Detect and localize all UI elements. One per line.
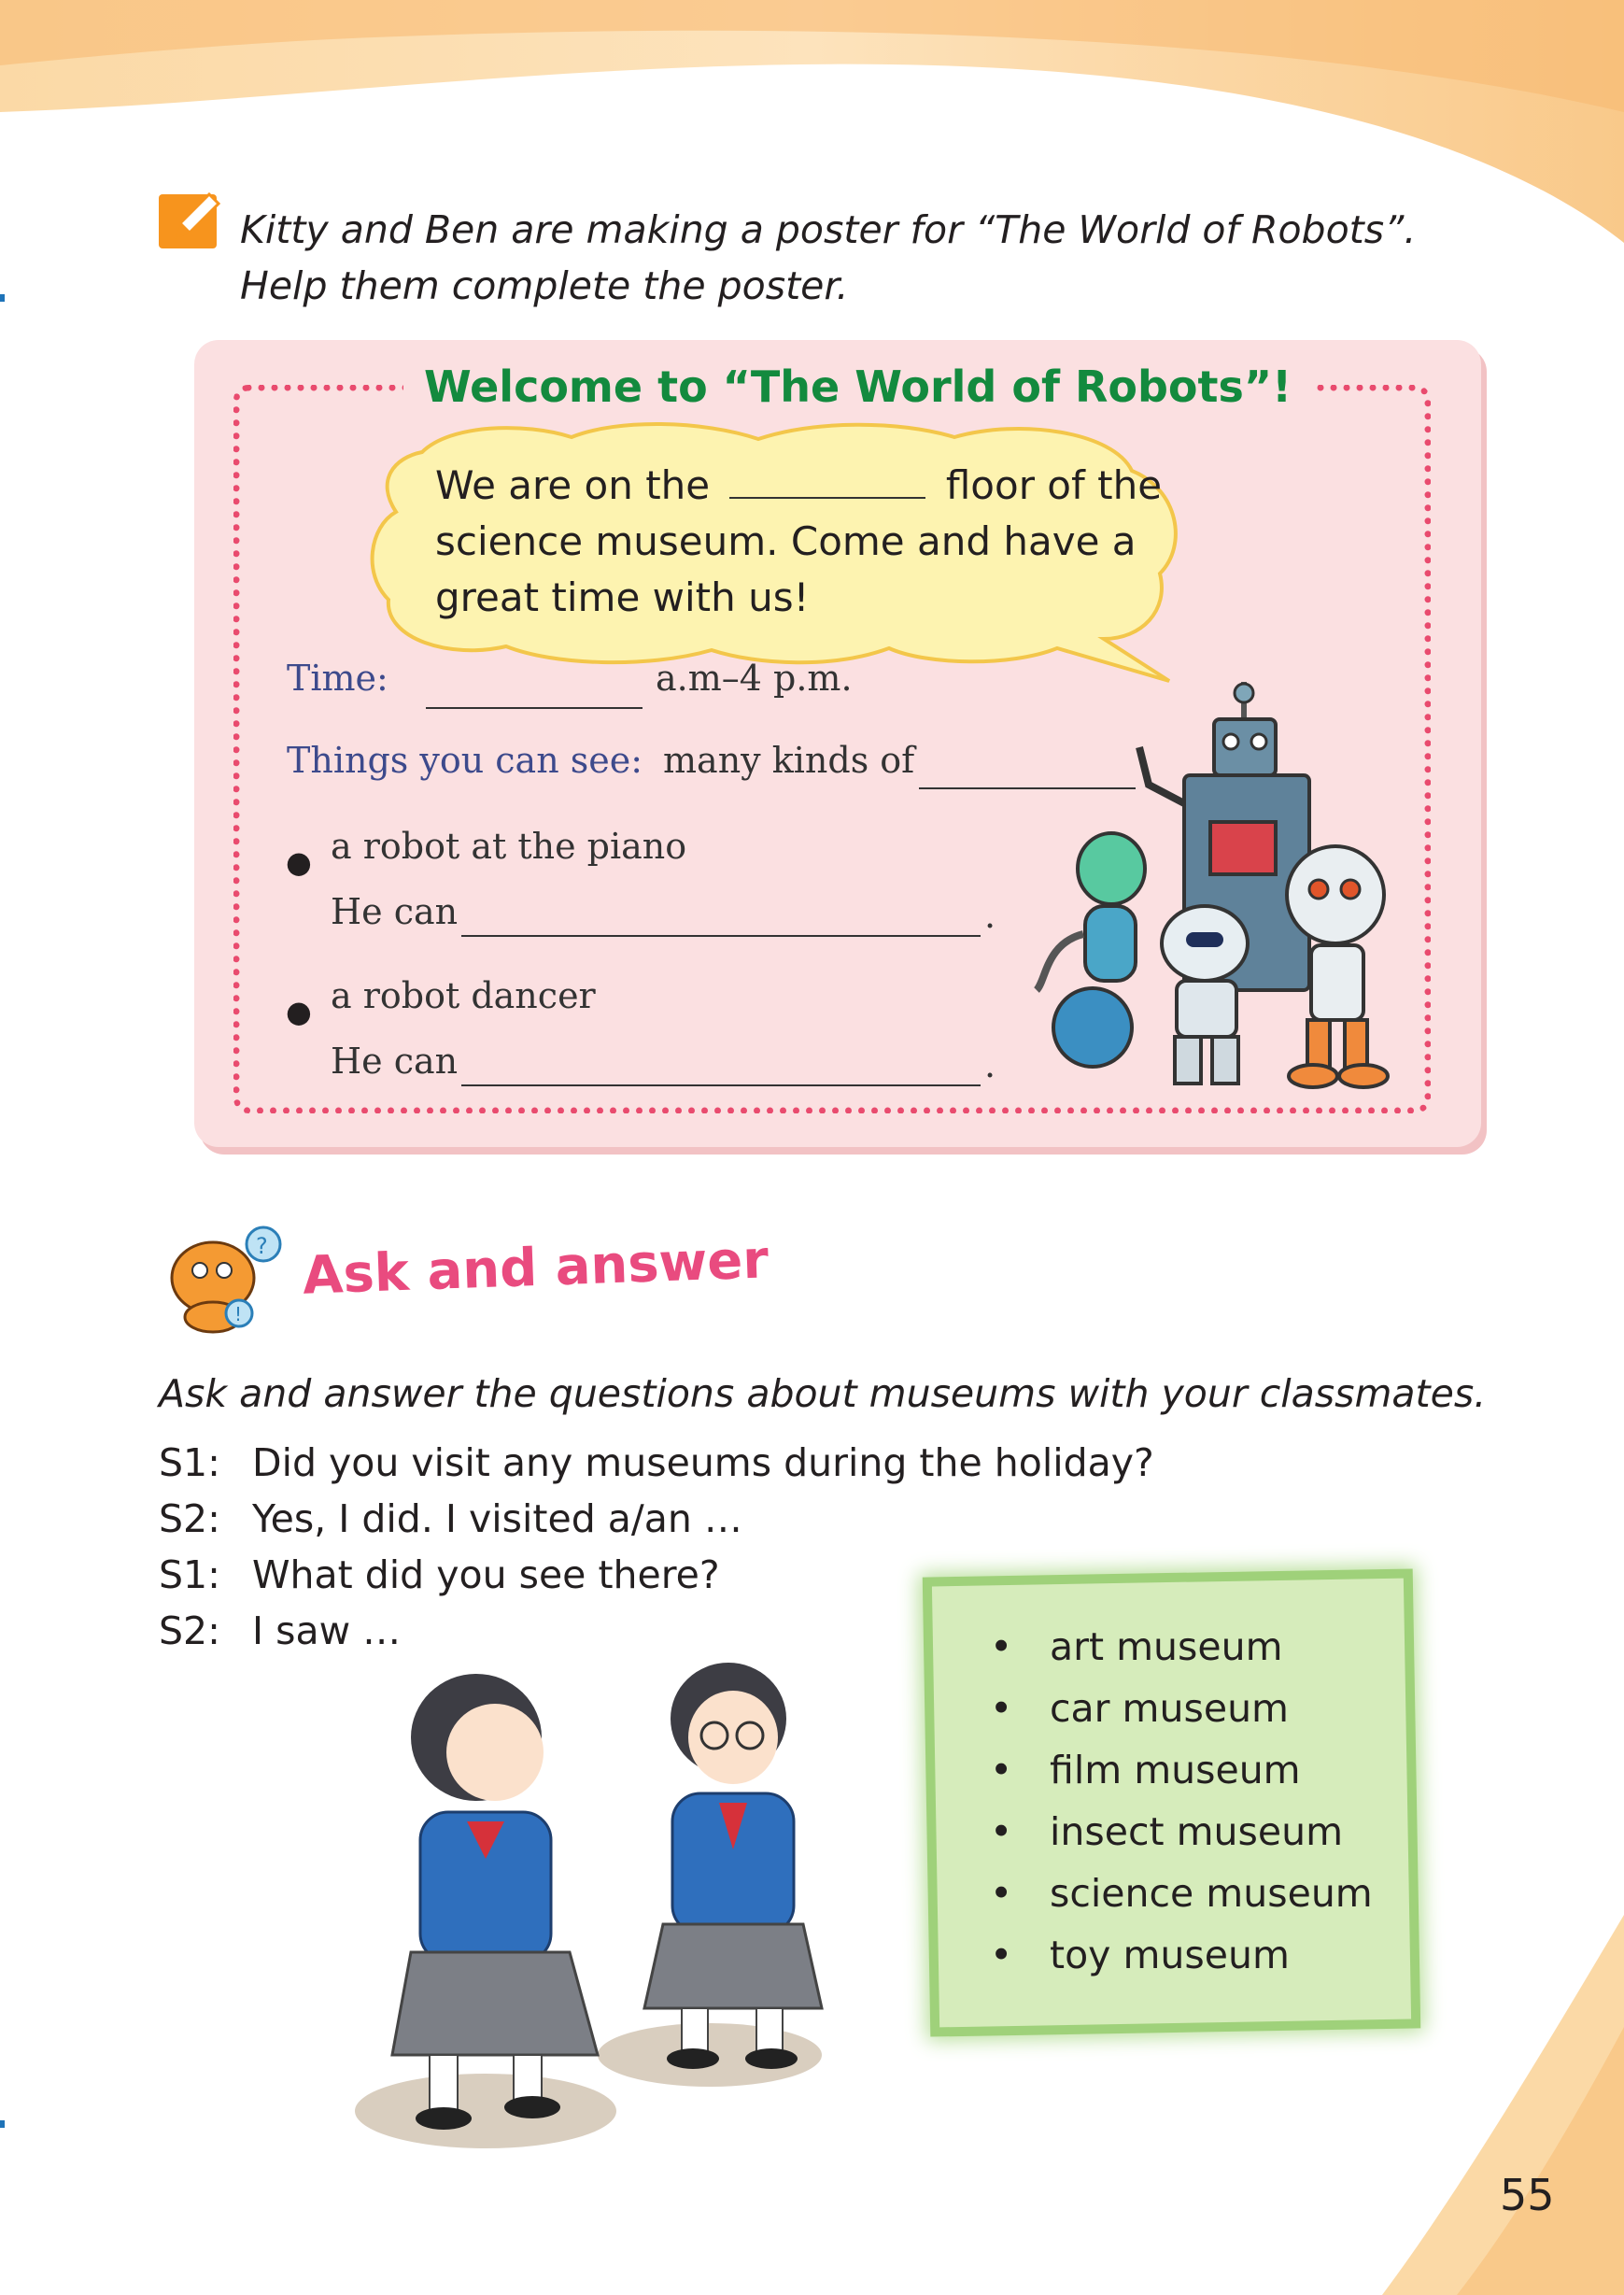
section-instruction: Ask and answer the questions about museums with your classmates. xyxy=(159,1371,1487,1416)
museum-name: toy museum xyxy=(1050,1933,1290,1977)
speaker: S2: xyxy=(159,1608,220,1653)
museum-name: insect museum xyxy=(1050,1809,1344,1854)
bullet-item: a robot dancer xyxy=(331,975,596,1016)
instruction-line-1: Kitty and Ben are making a poster for “The World of Robots”. xyxy=(240,207,1417,252)
dialog-line xyxy=(159,1603,401,1659)
dialog-line xyxy=(159,1491,742,1547)
bullet-item: a robot at the piano xyxy=(331,826,687,867)
bubble-line-2: science museum. Come and have a xyxy=(435,518,1137,564)
svg-text:!: ! xyxy=(234,1303,243,1325)
speaker: S1: xyxy=(159,1440,220,1485)
museum-name: car museum xyxy=(1050,1686,1289,1731)
list-item: • insect museum xyxy=(990,1809,1344,1854)
answer-blank[interactable] xyxy=(461,934,981,937)
bubble-text-before-blank: We are on the xyxy=(435,462,711,508)
bullet-prompt: He can xyxy=(331,891,459,932)
instruction-line-2: Help them complete the poster. xyxy=(240,263,849,308)
poster-title: Welcome to “The World of Robots”! xyxy=(403,357,1312,417)
bubble-text-after-blank: floor of the xyxy=(945,462,1163,508)
time-value: a.m–4 p.m. xyxy=(656,658,853,699)
students-illustration xyxy=(355,1663,859,2148)
things-label: Things you can see: xyxy=(287,740,643,781)
bubble-line-1 xyxy=(435,458,1162,514)
margin-mark xyxy=(0,294,5,302)
list-item: • science museum xyxy=(990,1871,1373,1916)
bullet-dot: ● xyxy=(286,994,312,1029)
museum-name: art museum xyxy=(1050,1624,1283,1669)
list-item: • toy museum xyxy=(990,1933,1290,1977)
full-stop: . xyxy=(984,895,996,936)
floor-blank[interactable] xyxy=(729,496,925,499)
dialog-text: Yes, I did. I visited a/an … xyxy=(252,1496,742,1541)
cat-mascot-icon xyxy=(155,1224,295,1336)
dialog-text: What did you see there? xyxy=(252,1552,720,1597)
things-value: many kinds of xyxy=(663,740,915,781)
museum-name: science museum xyxy=(1050,1871,1373,1916)
time-label: Time: xyxy=(287,658,388,699)
margin-mark xyxy=(0,2120,5,2128)
museum-name: film museum xyxy=(1050,1748,1301,1792)
full-stop: . xyxy=(984,1044,996,1085)
page-number: 55 xyxy=(1500,2170,1555,2220)
dialog-text: Did you visit any museums during the holiday? xyxy=(252,1440,1154,1485)
list-item: • art museum xyxy=(990,1624,1283,1669)
time-blank[interactable] xyxy=(426,706,643,709)
pencil-icon xyxy=(159,189,226,250)
answer-blank[interactable] xyxy=(461,1084,981,1086)
bullet-prompt: He can xyxy=(331,1041,459,1082)
list-item: • film museum xyxy=(990,1748,1301,1792)
dialog-line xyxy=(159,1435,1154,1491)
svg-text:?: ? xyxy=(256,1233,268,1259)
speaker: S1: xyxy=(159,1552,220,1597)
museum-list xyxy=(990,1616,1373,1986)
robots-illustration xyxy=(1027,682,1419,1093)
speaker: S2: xyxy=(159,1496,220,1541)
bullet-dot: ● xyxy=(286,844,312,880)
dialog-text: I saw … xyxy=(252,1608,402,1653)
list-item: • car museum xyxy=(990,1686,1289,1731)
section-title: Ask and answer xyxy=(302,1229,770,1307)
dialog-line xyxy=(159,1547,720,1603)
bubble-line-3: great time with us! xyxy=(435,574,810,620)
